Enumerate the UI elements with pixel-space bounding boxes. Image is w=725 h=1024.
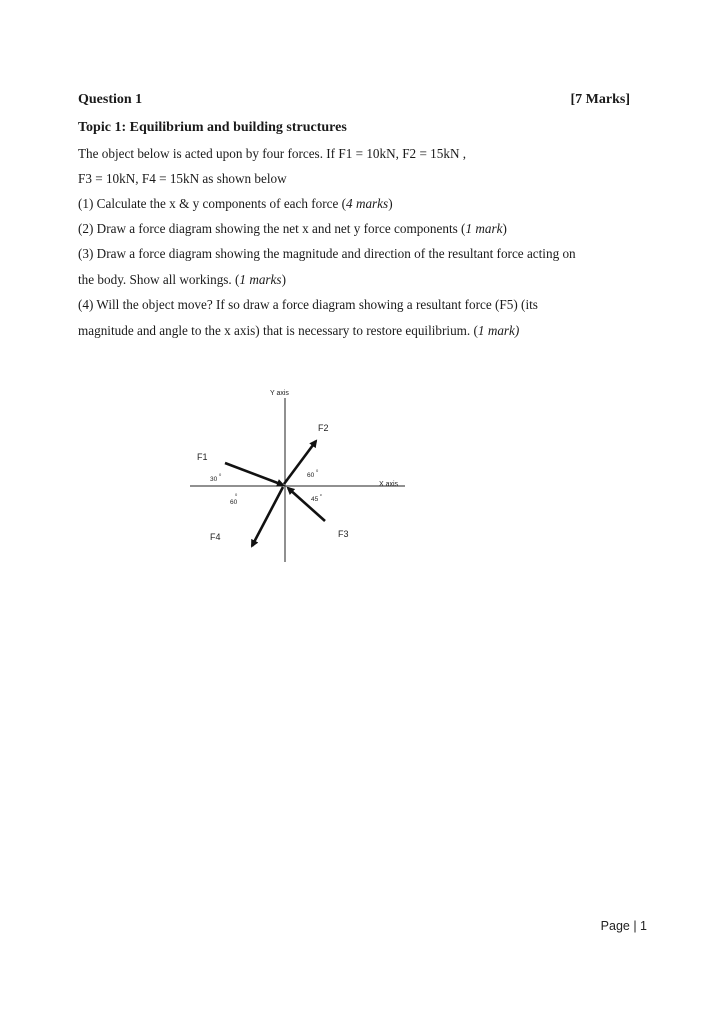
f1-degree-mark: 0 — [219, 472, 222, 477]
f2-degree-mark: 0 — [316, 468, 319, 473]
f1-label: F1 — [197, 452, 208, 462]
question-item-4-cont: magnitude and angle to the x axis) that is necessary to restore equilibrium. (1 mark) — [78, 323, 520, 338]
intro-line-2: F3 = 10kN, F4 = 15kN as shown below — [78, 171, 287, 186]
page-footer: Page | 1 — [600, 919, 647, 933]
question-item-4: (4) Will the object move? If so draw a force diagram showing a resultant force (F5) (its — [78, 297, 538, 312]
f2-label: F2 — [318, 423, 329, 433]
f3-angle-label: 45 — [311, 496, 319, 503]
question-title: Question 1 — [78, 92, 143, 107]
question-item-2: (2) Draw a force diagram showing the net x and net y force components (1 mark) — [78, 221, 507, 236]
question-item-3-cont: the body. Show all workings. (1 marks) — [78, 272, 286, 287]
f3-degree-mark: c — [320, 492, 322, 497]
force-diagram — [180, 380, 420, 580]
y-axis-label: Y axis — [270, 390, 289, 397]
topic-heading: Topic 1: Equilibrium and building structures — [78, 120, 347, 135]
f4-degree-mark: 0 — [235, 492, 238, 497]
question-marks: [7 Marks] — [570, 92, 630, 107]
x-axis-label: X axis — [379, 481, 399, 488]
f4-label: F4 — [210, 532, 221, 542]
question-item-1: (1) Calculate the x & y components of each force (4 marks) — [78, 196, 393, 211]
force-diagram-svg — [180, 380, 420, 580]
f4-force-arrow — [252, 487, 283, 546]
f2-angle-label: 60 — [307, 472, 315, 479]
f1-force-arrow — [225, 463, 283, 485]
intro-line-1: The object below is acted upon by four forces. If F1 = 10kN, F2 = 15kN , — [78, 146, 467, 161]
question-item-3: (3) Draw a force diagram showing the magnitude and direction of the resultant force acting on — [78, 246, 576, 261]
f4-angle-label: 60 — [230, 499, 238, 506]
f1-angle-label: 30 — [210, 476, 218, 483]
question-header — [78, 92, 630, 110]
f3-label: F3 — [338, 529, 349, 539]
